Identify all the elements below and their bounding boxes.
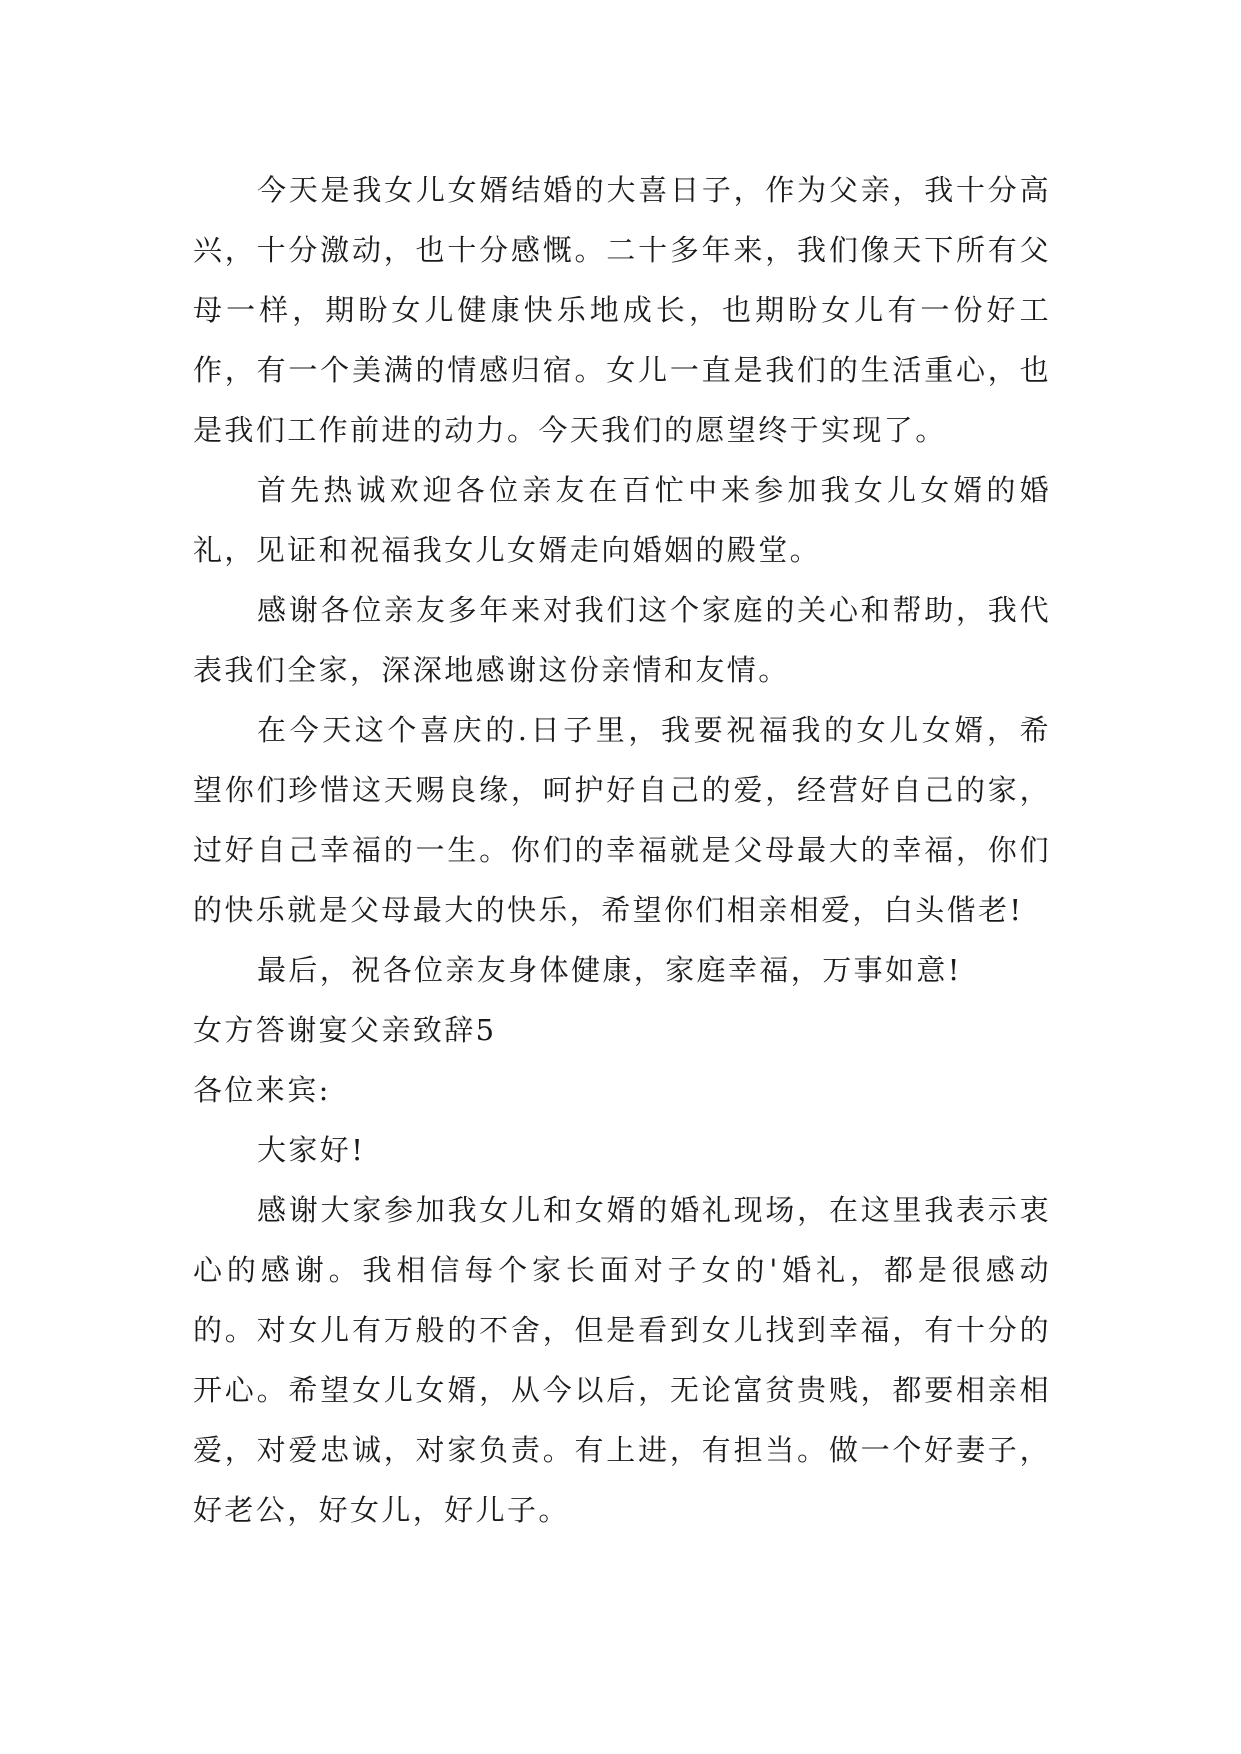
paragraph-blessing-couple: 在今天这个喜庆的.日子里，我要祝福我的女儿女婿，希望你们珍惜这天赐良缘，呵护好自己的爱，经营好自己的家，过好自己幸福的一生。你们的幸福就是父母最大的幸福，你们的快乐就是父母最大的快乐，希望你们相亲相爱，白头偕老! [193, 713, 1051, 927]
salutation: 各位来宾: [193, 1073, 331, 1107]
paragraph-father-emotions: 今天是我女儿女婿结婚的大喜日子，作为父亲，我十分高兴，十分激动，也十分感慨。二十多年来，我们像天下所有父母一样，期盼女儿健康快乐地成长，也期盼女儿有一份好工作，有一个美满的情感归宿。女儿一直是我们的生活重心，也是我们工作前进的动力。今天我们的愿望终于实现了。 [193, 173, 1051, 447]
paragraph-final-wishes: 最后，祝各位亲友身体健康，家庭幸福，万事如意! [257, 953, 962, 987]
section-title: 女方答谢宴父亲致辞5 [193, 1013, 497, 1047]
paragraph-thank-relatives: 感谢各位亲友多年来对我们这个家庭的关心和帮助，我代表我们全家，深深地感谢这份亲情和友情。 [193, 593, 1051, 687]
greeting: 大家好! [257, 1133, 366, 1167]
paragraph-thanks-speech: 感谢大家参加我女儿和女婿的婚礼现场，在这里我表示衷心的感谢。我相信每个家长面对子女的'婚礼，都是很感动的。对女儿有万般的不舍，但是看到女儿找到幸福，有十分的开心。希望女儿女婿，从今以后，无论富贫贵贱，都要相亲相爱，对爱忠诚，对家负责。有上进，有担当。做一个好妻子，好老公，好女儿，好儿子。 [193, 1193, 1051, 1527]
document-body [193, 160, 1051, 1540]
paragraph-welcome-guests: 首先热诚欢迎各位亲友在百忙中来参加我女儿女婿的婚礼，见证和祝福我女儿女婿走向婚姻的殿堂。 [193, 473, 1051, 567]
